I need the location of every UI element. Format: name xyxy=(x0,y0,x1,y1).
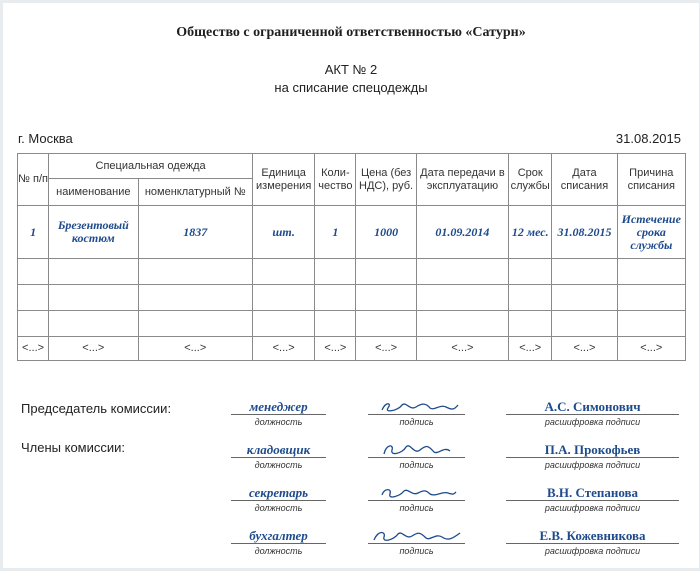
position-caption: должность xyxy=(254,546,303,556)
member3-position: бухгалтер xyxy=(231,528,326,544)
signature-caption: подпись xyxy=(399,503,434,513)
header-unit: Единица измерения xyxy=(253,154,315,206)
header-reason: Причина списания xyxy=(617,154,685,206)
table-row xyxy=(18,311,686,337)
chairman-label: Председатель комиссии: xyxy=(21,401,172,416)
signature-scribble xyxy=(368,485,465,501)
cell-unit: шт. xyxy=(253,206,315,259)
cell-name: Брезентовый костюм xyxy=(49,206,138,259)
header-num: № п/п xyxy=(18,154,49,206)
decode-caption: расшифровка подписи xyxy=(544,417,641,427)
ellipsis-cell: <...> xyxy=(552,337,617,361)
ellipsis-cell: <...> xyxy=(138,337,253,361)
member3-name: Е.В. Кожевникова xyxy=(506,528,679,544)
chairman-position: менеджер xyxy=(231,399,326,415)
member3-signature xyxy=(368,528,465,544)
act-subtitle: на списание спецодежды xyxy=(274,80,428,95)
member1-position: кладовщик xyxy=(231,442,326,458)
decode-caption: расшифровка подписи xyxy=(544,546,641,556)
header-transfer-date: Дата передачи в эксплуатацию xyxy=(416,154,508,206)
header-writeoff-date: Дата списания xyxy=(552,154,617,206)
ellipsis-cell: <...> xyxy=(617,337,685,361)
document-sheet xyxy=(3,3,699,568)
decode-caption: расшифровка подписи xyxy=(544,460,641,470)
member2-position: секретарь xyxy=(231,485,326,501)
ellipsis-cell: <...> xyxy=(416,337,508,361)
cell-transfer-date: 01.09.2014 xyxy=(416,206,508,259)
decode-caption: расшифровка подписи xyxy=(544,503,641,513)
ellipsis-cell: <...> xyxy=(315,337,356,361)
signature-scribble xyxy=(368,528,465,544)
writeoff-table xyxy=(17,153,686,361)
signature-scribble xyxy=(368,442,465,458)
chairman-signature xyxy=(368,399,465,415)
member1-name: П.А. Прокофьев xyxy=(506,442,679,458)
members-label: Члены комиссии: xyxy=(21,440,126,455)
cell-num: 1 xyxy=(18,206,49,259)
cell-term: 12 мес. xyxy=(509,206,552,259)
ellipsis-cell: <...> xyxy=(356,337,416,361)
cell-price: 1000 xyxy=(356,206,416,259)
cell-writeoff-date: 31.08.2015 xyxy=(552,206,617,259)
member1-signature xyxy=(368,442,465,458)
signature-scribble xyxy=(368,399,465,415)
table-row-ellipsis xyxy=(18,337,686,361)
table-row xyxy=(18,285,686,311)
position-caption: должность xyxy=(254,503,303,513)
position-caption: должность xyxy=(254,417,303,427)
act-title: АКТ № 2 xyxy=(324,62,378,77)
signature-caption: подпись xyxy=(399,460,434,470)
chairman-name: А.С. Симонович xyxy=(506,399,679,415)
member2-signature xyxy=(368,485,465,501)
cell-nomenclature: 1837 xyxy=(138,206,253,259)
ellipsis-cell: <...> xyxy=(49,337,138,361)
ellipsis-cell: <...> xyxy=(253,337,315,361)
organization-name: Общество с ограниченной ответственностью «Сатурн» xyxy=(176,25,526,40)
cell-qty: 1 xyxy=(315,206,356,259)
member2-name: В.Н. Степанова xyxy=(506,485,679,501)
header-nomenclature: номенклатурный № xyxy=(138,179,253,206)
table-row xyxy=(18,206,686,259)
cell-reason: Истечение срока службы xyxy=(617,206,685,259)
header-qty: Коли- чество xyxy=(315,154,356,206)
header-price: Цена (без НДС), руб. xyxy=(356,154,416,206)
position-caption: должность xyxy=(254,460,303,470)
header-special-clothing: Специальная одежда xyxy=(49,154,253,179)
table-row xyxy=(18,259,686,285)
header-name: наименование xyxy=(49,179,138,206)
document-date: 31.08.2015 xyxy=(615,131,681,146)
signature-caption: подпись xyxy=(399,546,434,556)
city: г. Москва xyxy=(18,131,73,146)
ellipsis-cell: <...> xyxy=(509,337,552,361)
header-term: Срок службы xyxy=(509,154,552,206)
signature-caption: подпись xyxy=(399,417,434,427)
ellipsis-cell: <...> xyxy=(18,337,49,361)
